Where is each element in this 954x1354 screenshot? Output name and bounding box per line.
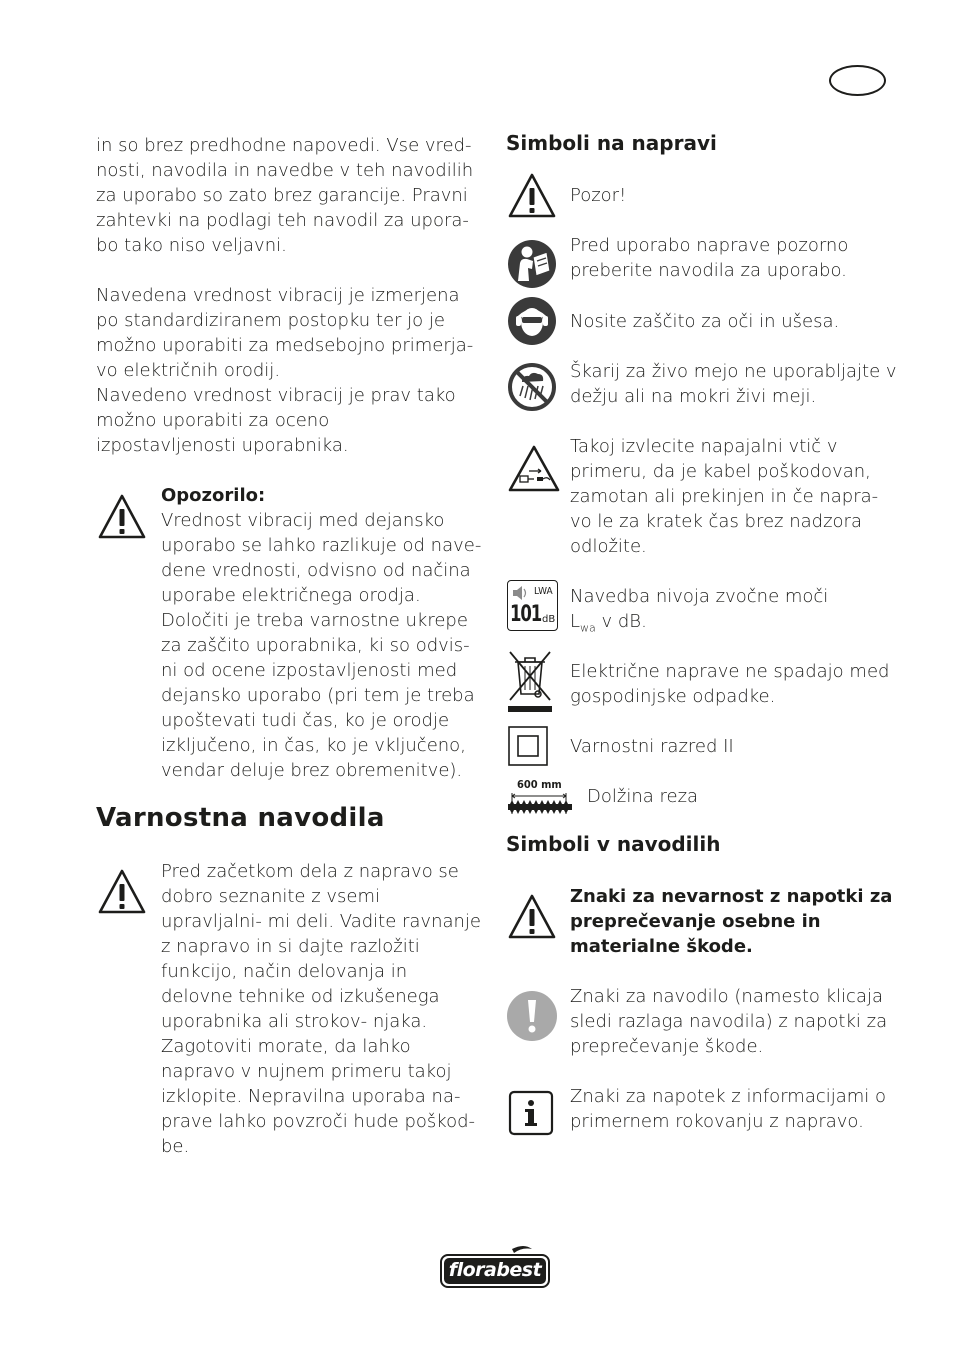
length-label: 600 mm	[517, 778, 562, 791]
brand-name: florabest	[448, 1259, 542, 1281]
sound-text-main: Navedba nivoja zvočne moči	[570, 586, 829, 607]
symbol-text-instruction: Znaki za navodilo (namesto klicaja sledi razlaga navodila) z napotki za preprečevanje škode.	[570, 986, 888, 1057]
symbol-text-protection: Nosite zaščito za oči in ušesa.	[570, 311, 840, 332]
sound-power-icon	[507, 580, 558, 631]
symbol-text-sound-power	[570, 584, 900, 641]
blade-icon	[506, 792, 574, 818]
danger-triangle-icon	[507, 893, 557, 941]
symbol-text-class-ii: Varnostni razred II	[570, 736, 734, 757]
no-rain-icon	[507, 362, 557, 412]
unplug-icon	[507, 444, 561, 494]
language-badge	[829, 65, 886, 96]
exclamation-circle-icon	[506, 990, 558, 1042]
symbol-text-cutting-length: Dolžina reza	[587, 786, 699, 807]
warning-triangle-icon	[97, 868, 147, 916]
symbol-text-weee: Električne naprave ne spadajo med gospodinjske odpadke.	[570, 661, 890, 707]
eye-ear-protection-icon	[507, 296, 557, 346]
warning-block	[161, 483, 483, 783]
warning-title: Opozorilo:	[161, 485, 266, 506]
paragraph-warranty: in so brez predhodne napovedi. Vse vred- nosti, navodila in navedbe v teh navodilih za uporabo so zato brez garancije. Pravni zahtevki na podlagi teh navodil za upora- bo tako niso veljavni.	[96, 135, 474, 256]
vibration-paragraph	[96, 283, 486, 458]
info-icon	[508, 1090, 554, 1136]
weee-bin-icon	[506, 648, 554, 714]
paragraph-vibration-exposure: Navedeno vrednost vibracij je prav tako možno uporabiti za oceno izpostavljenosti uporabnika.	[96, 385, 456, 456]
symbol-text-no-rain: Škarij za živo mejo ne uporabljajte v dežju ali na mokri živi meji.	[570, 361, 897, 407]
section-title: Varnostna navodila	[96, 803, 385, 833]
read-manual-icon	[507, 239, 557, 289]
sound-value: 101	[510, 602, 542, 627]
class-ii-icon	[508, 726, 548, 766]
lwa-label: LWA	[534, 586, 553, 597]
intro-paragraph	[96, 133, 486, 258]
speaker-icon	[512, 585, 530, 601]
warning-text: Vrednost vibracij med dejansko uporabo se lahko razlikuje od nave- dene vrednosti, odvisno od načina uporabe električnega orodja. Določiti je treba varnostne ukrepe za zaščito uporabnika, ki so odvis- ni od ocene izpostavljenosti med dejansko uporabo (pri tem je treba upoštevati tudi čas, ko je orodje izključeno, in čas, ko je vključeno, vendar deluje brez obremenitve).	[161, 510, 482, 781]
sound-text-l: L	[570, 611, 581, 632]
sound-unit: dB	[542, 614, 556, 625]
safety-text: Pred začetkom dela z napravo se dobro seznanite z vsemi upravljalni- mi deli. Vadite ravnanje z napravo in si dajte razložiti funkcijo, način delovanja in delovne tehnike od izkušenega uporabnika ali strokov- njaka. Zagotoviti morate, da lahko napravo v nujnem primeru takoj izklopite. Nepravilna uporaba na- prave lahko povzroči hude poškod- be.	[161, 861, 482, 1157]
symbol-text-unplug: Takoj izvlecite napajalni vtič v primeru, da je kabel poškodovan, zamotan ali prekinjen in če napra- vo le za kratek čas brez nadzora odložite.	[570, 436, 879, 557]
paragraph-vibration-measured: Navedena vrednost vibracij je izmerjena po standardiziranem postopku ter jo je možno uporabiti za medsebojno primerja- vo električnih orodij.	[96, 285, 474, 381]
manual-symbols-title: Simboli v navodilih	[506, 832, 721, 856]
symbol-text-read-manual: Pred uporabo naprave pozorno preberite navodila za uporabo.	[570, 235, 849, 281]
symbol-text-info: Znaki za napotek z informacijami o primernem rokovanju z napravo.	[570, 1086, 887, 1132]
warning-triangle-icon	[507, 172, 557, 220]
warning-triangle-icon	[97, 493, 147, 541]
sound-text-tail: v dB.	[595, 611, 647, 632]
symbol-text-caution: Pozor!	[570, 185, 627, 206]
cutting-length-icon	[506, 778, 574, 820]
sound-text-sub: wa	[580, 621, 596, 635]
device-symbols-title: Simboli na napravi	[506, 131, 717, 155]
symbol-text-danger: Znaki za nevarnost z napotki za preprečevanje osebne in materialne škode.	[570, 886, 893, 957]
